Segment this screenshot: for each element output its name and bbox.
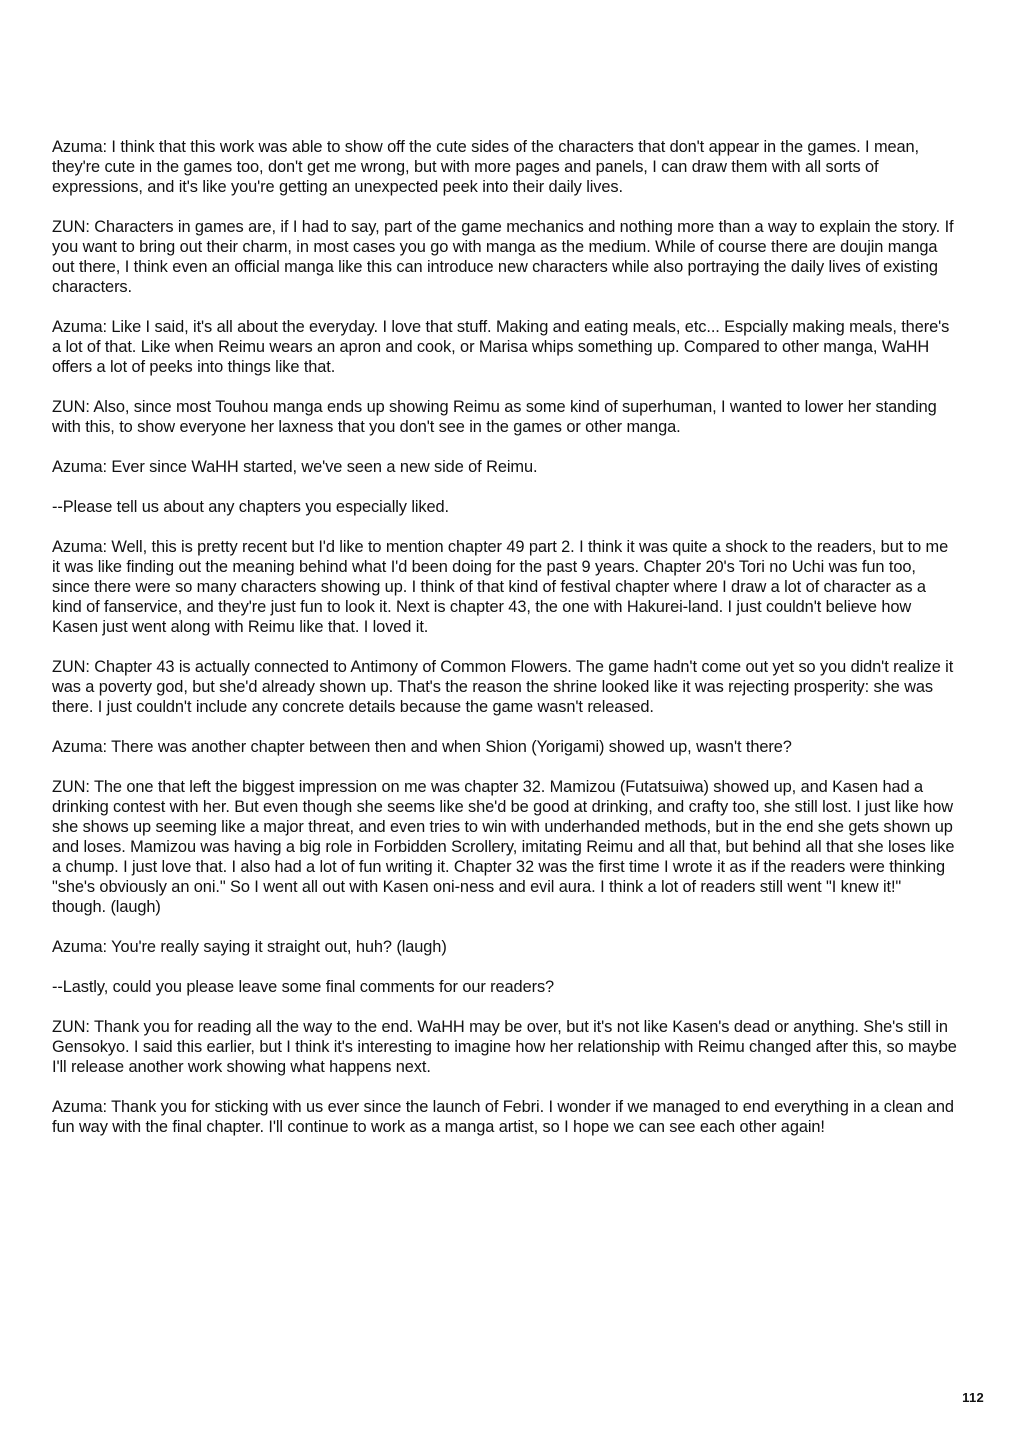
- paragraph-zun-game-characters: ZUN: Characters in games are, if I had to say, part of the game mechanics and nothing more than a way to explain the story. If you want to bring out their charm, in most cases you go with manga as the medium. While of course there are doujin manga out there, I think even an official manga like this can introduce new characters while also portraying the daily lives of existing characters.: [52, 218, 954, 296]
- paragraph-azuma-final-comments: Azuma: Thank you for sticking with us ever since the launch of Febri. I wonder if we managed to end everything in a clean and fun way with the final chapter. I'll continue to work as a manga artist, so I hope we can see each other again!: [52, 1098, 954, 1136]
- page-number: 112: [962, 1390, 984, 1405]
- interview-body: [52, 137, 957, 1157]
- paragraph-azuma-cute-sides: Azuma: I think that this work was able to show off the cute sides of the characters that don't appear in the games. I mean, they're cute in the games too, don't get me wrong, but with more pages and panels, I can draw them with all sorts of expressions, and it's like you're getting an unexpected peek into their daily lives.: [52, 138, 919, 196]
- paragraph-zun-final-comments: ZUN: Thank you for reading all the way to the end. WaHH may be over, but it's not like Kasen's dead or anything. She's still in Gensokyo. I said this earlier, but I think it's interesting to imagine how her relationship with Reimu changed after this, so maybe I'll release another work showing what happens next.: [52, 1018, 957, 1076]
- paragraph-question-final-comments: --Lastly, could you please leave some final comments for our readers?: [52, 978, 555, 996]
- paragraph-azuma-straight-out: Azuma: You're really saying it straight out, huh? (laugh): [52, 938, 447, 956]
- paragraph-azuma-chapters: Azuma: Well, this is pretty recent but I'd like to mention chapter 49 part 2. I think it was quite a shock to the readers, but to me it was like finding out the meaning behind what I'd been doing for the past 9 years. Chapter 20's Tori no Uchi was fun too, since there were so many characters showing up. I think of that kind of festival chapter where I draw a lot of character as a kind of fanservice, and they're just fun to look it. Next is chapter 43, the one with Hakurei-land. I just couldn't believe how Kasen just went along with Reimu like that. I loved it.: [52, 538, 949, 636]
- paragraph-azuma-everyday: Azuma: Like I said, it's all about the everyday. I love that stuff. Making and eating meals, etc... Espcially making meals, there's a lot of that. Like when Reimu wears an apron and cook, or Marisa whips something up. Compared to other manga, WaHH offers a lot of peeks into things like that.: [52, 318, 950, 376]
- paragraph-zun-chapter-43: ZUN: Chapter 43 is actually connected to Antimony of Common Flowers. The game hadn't come out yet so you didn't realize it was a poverty god, but she'd already shown up. That's the reason the shrine looked like it was rejecting prosperity: she was there. I just couldn't include any concrete details because the game wasn't released.: [52, 658, 954, 716]
- paragraph-zun-chapter-32: ZUN: The one that left the biggest impression on me was chapter 32. Mamizou (Futatsuiwa) showed up, and Kasen had a drinking contest with her. But even though she seems like she'd be good at drinking, and crafty too, she still lost. I just like how she shows up seeming like a major threat, and even tries to win with underhanded methods, but in the end she gets shown up and loses. Mamizou was having a big role in Forbidden Scrollery, imitating Reimu and all that, but behind all that she loses like a chump. I just love that. I also had a lot of fun writing it. Chapter 32 was the first time I wrote it as if the readers were thinking "she's obviously an oni." So I went all out with Kasen oni-ness and evil aura. I think a lot of readers still went "I knew it!" though. (laugh): [52, 778, 955, 916]
- paragraph-azuma-new-side: Azuma: Ever since WaHH started, we've seen a new side of Reimu.: [52, 458, 538, 476]
- paragraph-zun-reimu-standing: ZUN: Also, since most Touhou manga ends up showing Reimu as some kind of superhuman, I wanted to lower her standing with this, to show everyone her laxness that you don't see in the games or other manga.: [52, 398, 937, 436]
- paragraph-azuma-another-chapter: Azuma: There was another chapter between then and when Shion (Yorigami) showed up, wasn't there?: [52, 738, 792, 756]
- paragraph-question-chapters: --Please tell us about any chapters you especially liked.: [52, 498, 449, 516]
